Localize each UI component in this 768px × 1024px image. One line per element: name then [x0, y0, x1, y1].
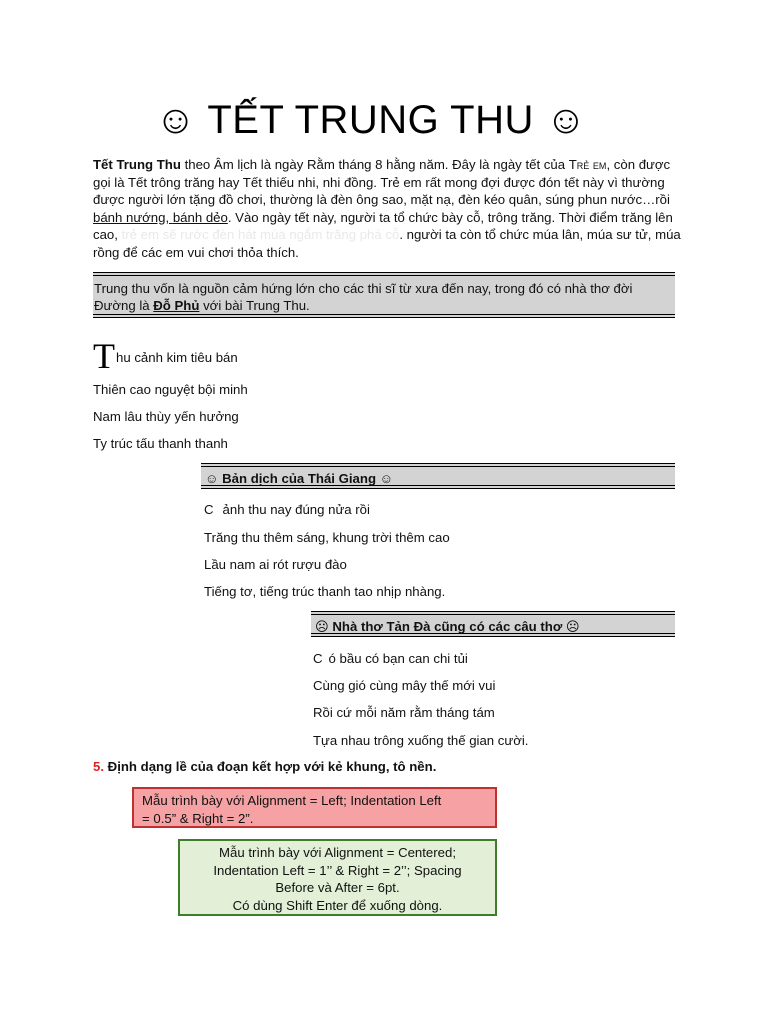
translation-line-1 [204, 501, 370, 518]
tanda-line-4: Tựa nhau trông xuống thế gian cười. [313, 733, 529, 748]
poem-dropcap: T [93, 336, 115, 376]
intro-text-2: , còn được gọi là Tết trông trăng hay Tết thiếu nhi, nhi đồng. Trẻ em rất mong đợi được đón tết này vì thường được người lớn tặng đồ chơi, thường là đèn ông sao, mặt nạ, đèn kéo quân, súng phun nước…rồi [93, 157, 671, 207]
poet-name-link[interactable]: Đỗ Phủ [153, 298, 200, 313]
tanda-heading: ☹ Nhà thơ Tản Đà cũng có các câu thơ ☹ [311, 611, 675, 637]
poem-line-1-text: hu cảnh kim tiêu bán [116, 350, 238, 365]
link-separator: , [165, 209, 173, 225]
poem-line-2: Thiên cao nguyệt bội minh [93, 382, 248, 397]
poem-line-1 [93, 338, 238, 374]
link-banh-nuong[interactable]: bánh nướng [93, 209, 166, 225]
red-sample-box [132, 787, 497, 828]
quote-text-before: Trung thu vốn là nguồn cảm hứng lớn cho các thi sĩ từ xưa đến nay, trong đó có nhà thơ đời Đường là [94, 281, 633, 313]
poem-line-3: Nam lâu thùy yến hưởng [93, 409, 239, 424]
tanda-line-1 [313, 650, 468, 667]
page-title: ☺ TẾT TRUNG THU ☺ [155, 98, 587, 142]
poem-line-4: Ty trúc tấu thanh thanh [93, 436, 228, 451]
green-box-line-2: Indentation Left = 1’’ & Right = 2’’; Spacing [213, 862, 462, 878]
intro-text-1: theo Âm lịch là ngày Rằm tháng 8 hằng năm. Đây là ngày tết của [180, 157, 569, 172]
tanda-line-1-text: ó bầu có bạn can chi tủi [328, 651, 468, 666]
intro-bold-lead: Tết Trung Thu [93, 157, 181, 172]
intro-paragraph [93, 156, 683, 261]
translation-line-2: Trăng thu thêm sáng, khung trời thêm cao [204, 530, 450, 545]
link-banh-deo[interactable]: bánh dẻo [172, 209, 228, 225]
green-box-line-3: Before và After = 6pt. [275, 880, 400, 895]
quote-text-after: với bài Trung Thu. [199, 298, 310, 313]
translation-dropcap: C [204, 502, 214, 517]
red-box-line-2: = 0.5” & Right = 2”. [142, 810, 254, 826]
intro-text-4: . người ta còn tổ chức múa lân, múa sư tử, múa rồng để các em vui chơi thỏa thích. [93, 227, 681, 260]
intro-smallcaps: Trẻ em [568, 157, 607, 172]
quote-band [93, 272, 675, 318]
tanda-line-3: Rồi cứ mỗi năm rằm tháng tám [313, 705, 495, 720]
intro-text-3: . Vào ngày tết này, người ta tổ chức bày cỗ, trông trăng. Thời điểm trăng lên cao, [93, 209, 673, 242]
green-sample-box [178, 839, 497, 916]
intro-faded-text: trẻ em sẽ rước đèn hát múa ngắm trăng phá cỗ [121, 227, 400, 242]
section-5-heading [93, 759, 436, 774]
section-5-number: 5. [93, 759, 104, 774]
translation-heading: ☺ Bản dịch của Thái Giang ☺ [201, 463, 675, 489]
green-box-line-1: Mẫu trình bày với Alignment = Centered; [219, 845, 456, 860]
translation-line-4: Tiếng tơ, tiếng trúc thanh tao nhịp nhàng. [204, 584, 446, 599]
section-5-text: Định dạng lề của đoạn kết hợp với kẻ khung, tô nền. [107, 759, 437, 774]
translation-line-3: Lầu nam ai rót rượu đào [204, 557, 347, 572]
translation-line-1-text: ảnh thu nay đúng nửa rồi [222, 502, 370, 517]
green-box-line-4: Có dùng Shift Enter để xuống dòng. [232, 897, 443, 913]
red-box-line-1: Mẫu trình bày với Alignment = Left; Indentation Left [142, 793, 442, 808]
tanda-line-2: Cùng gió cùng mây thế mới vui [313, 678, 496, 693]
tanda-dropcap: C [313, 651, 323, 666]
